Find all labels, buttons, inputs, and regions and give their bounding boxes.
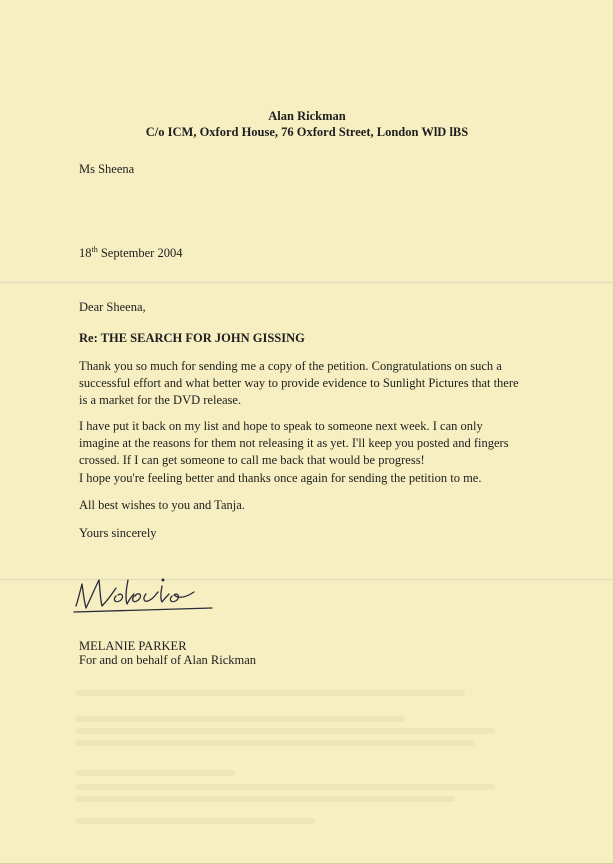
subject-line: Re: THE SEARCH FOR JOHN GISSING (79, 331, 305, 345)
body-line: crossed. If I can get someone to call me back that would be progress! (79, 453, 425, 467)
letter-date (79, 245, 182, 262)
body-paragraph-2 (79, 418, 509, 469)
signatory-name: MELANIE PARKER (79, 639, 187, 653)
show-through-mark (75, 784, 495, 790)
date-suffix: th (91, 244, 98, 254)
body-line: imagine at the reasons for them not releasing it as yet. I'll keep you posted and fingers (79, 436, 509, 450)
date-day: 18 (79, 246, 92, 260)
body-line: Thank you so much for sending me a copy of the petition. Congratulations on such a (79, 359, 502, 373)
sender-address: C/o ICM, Oxford House, 76 Oxford Street, London WlD lBS (145, 125, 469, 139)
closing: Yours sincerely (79, 526, 157, 540)
show-through-mark (75, 690, 465, 696)
body-line: I have put it back on my list and hope to speak to someone next week. I can only (79, 419, 483, 433)
show-through-mark (75, 716, 405, 722)
show-through-mark (75, 796, 455, 802)
show-through-mark (75, 728, 495, 734)
recipient: Ms Sheena (79, 162, 135, 176)
body-line: successful effort and what better way to provide evidence to Sunlight Pictures that there (79, 376, 519, 390)
paper-fold-line (0, 281, 614, 284)
body-line: is a market for the DVD release. (79, 393, 242, 407)
show-through-mark (75, 818, 315, 824)
show-through-mark (75, 770, 235, 776)
body-paragraph-1 (79, 358, 519, 409)
body-paragraph-3: I hope you're feeling better and thanks once again for sending the petition to me. (79, 471, 482, 485)
show-through-mark (75, 740, 475, 746)
salutation: Dear Sheena, (79, 300, 146, 314)
date-month-year: September 2004 (97, 246, 183, 260)
signatory-role: For and on behalf of Alan Rickman (79, 653, 257, 667)
handwritten-signature (72, 570, 222, 618)
sender-name: Alan Rickman (268, 109, 346, 123)
body-paragraph-4: All best wishes to you and Tanja. (79, 498, 245, 512)
